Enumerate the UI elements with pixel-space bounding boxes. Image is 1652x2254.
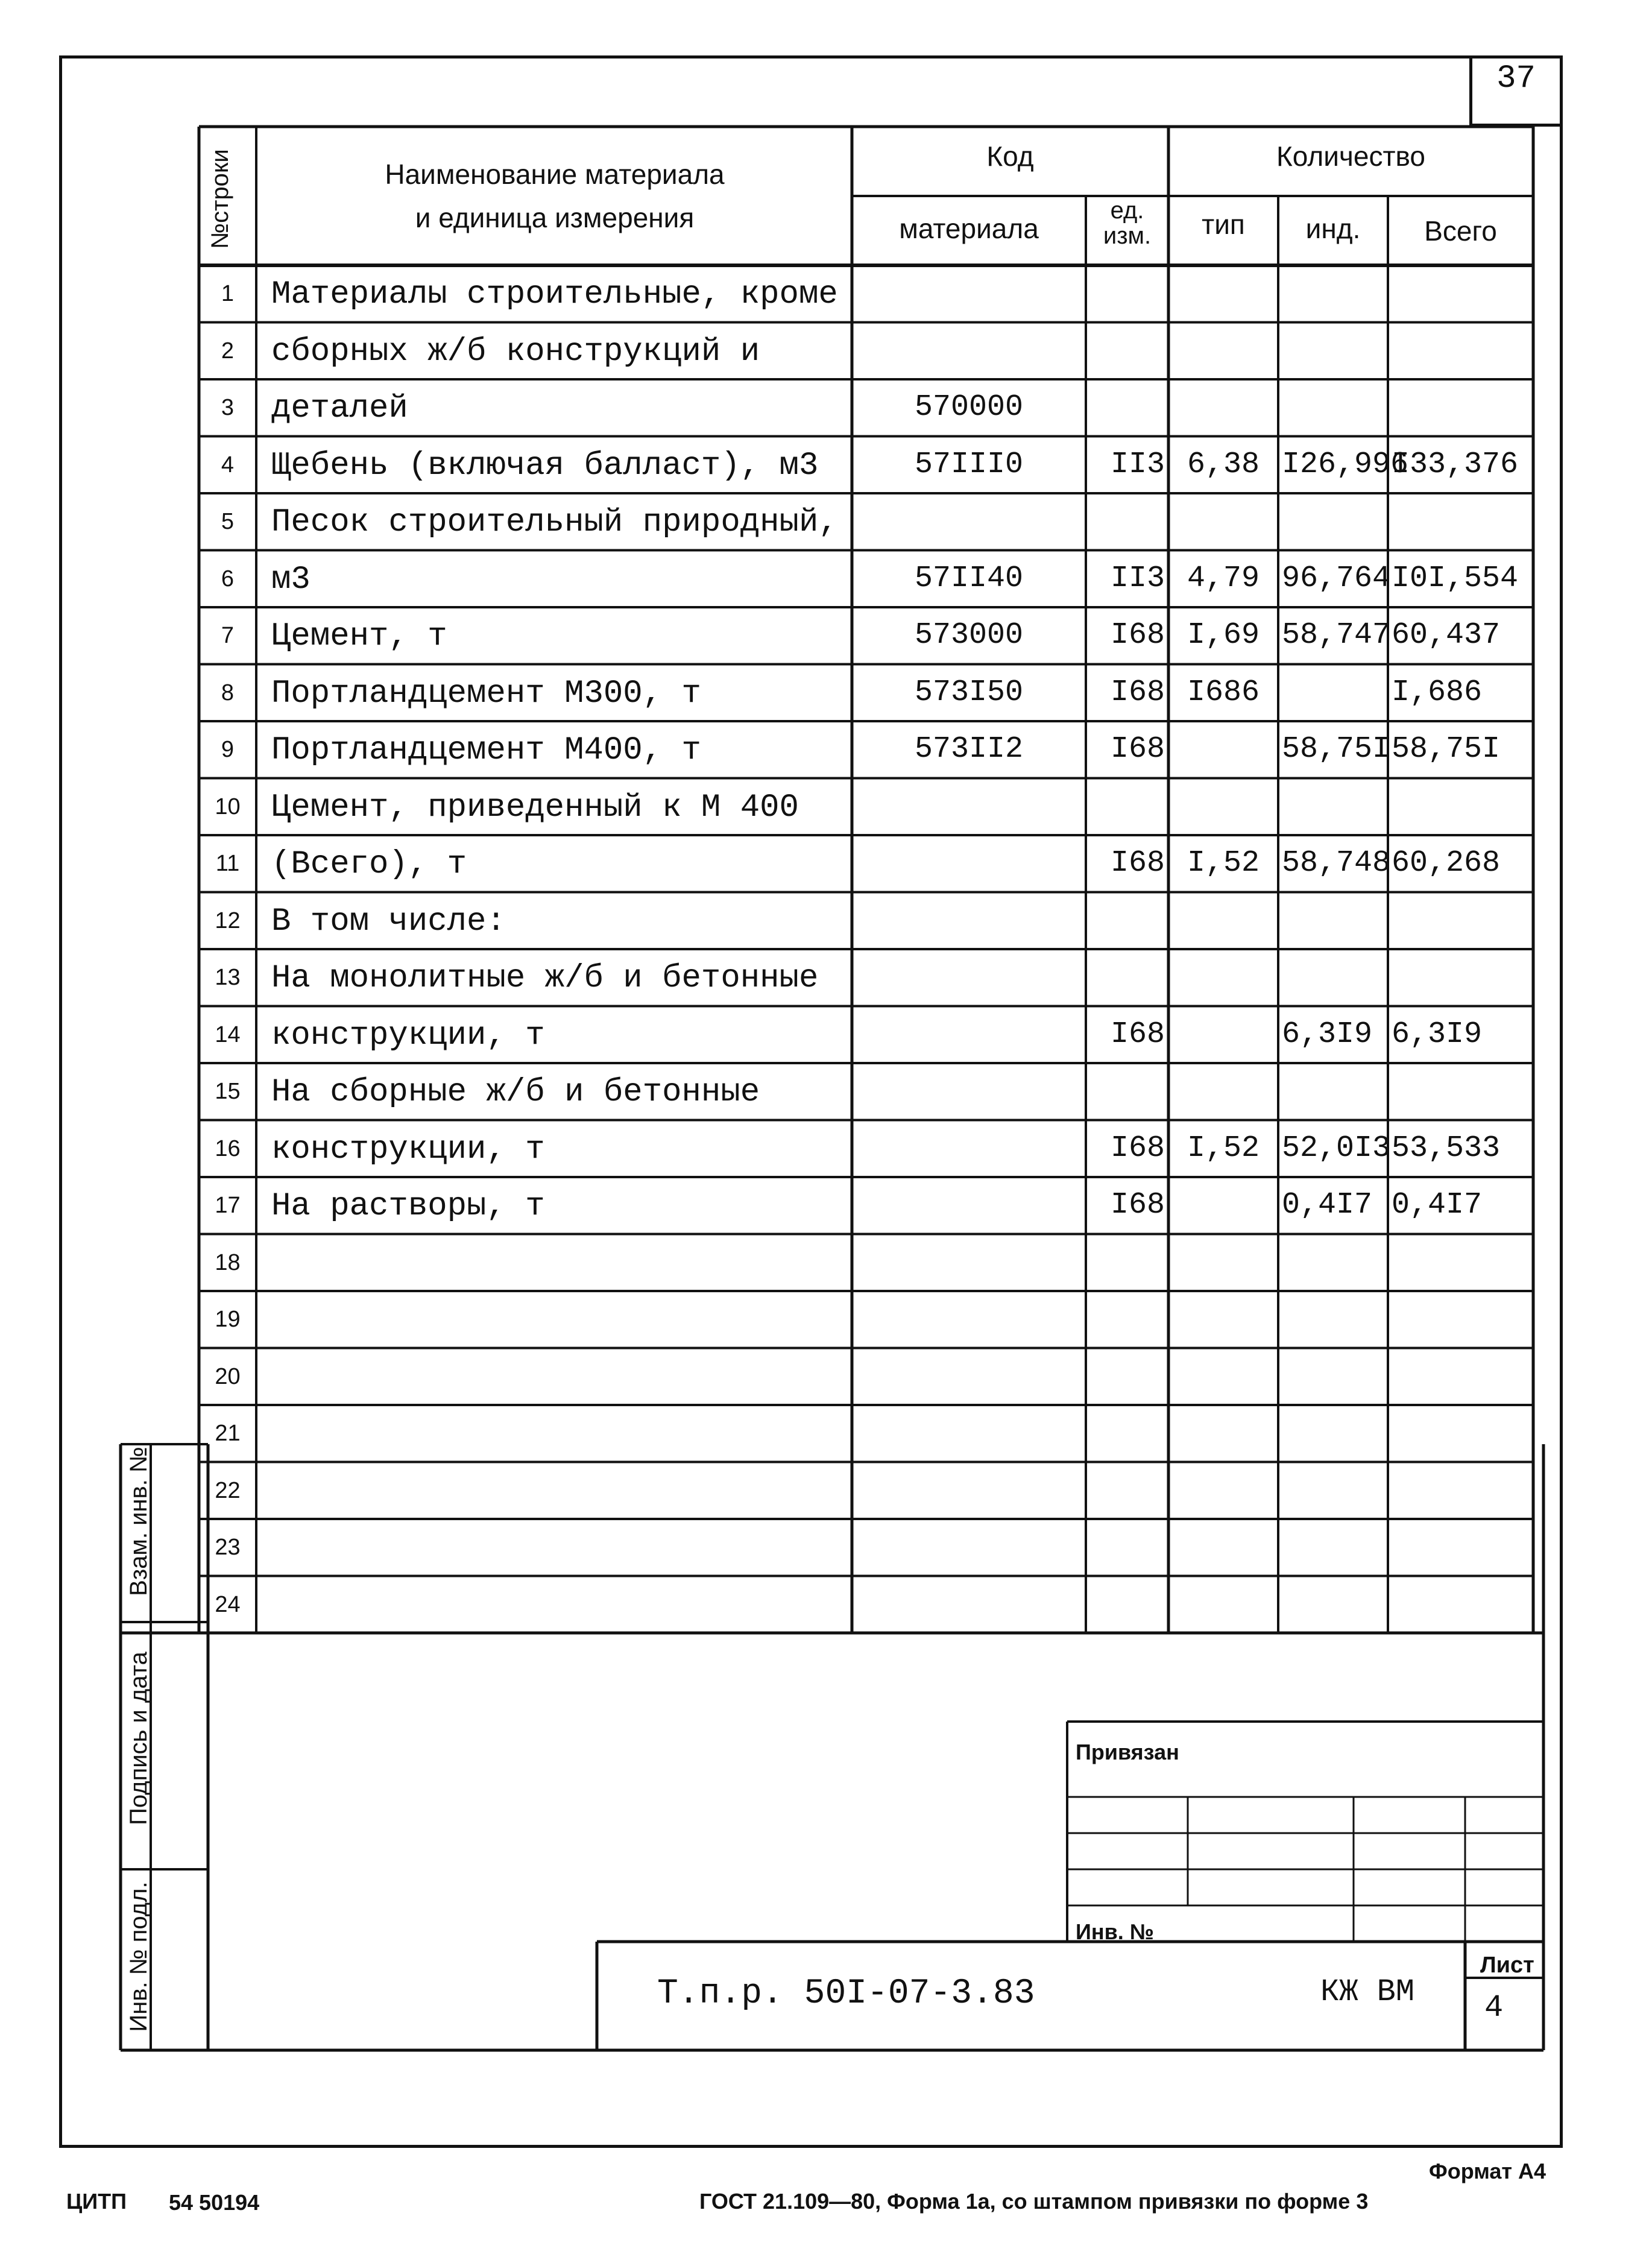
qty-typ: I686 [1187, 675, 1260, 710]
material-code: 573II2 [914, 732, 1024, 766]
header-unit: ед. изм. [1103, 197, 1152, 249]
row-number: 20 [215, 1363, 241, 1389]
qty-typ: I,52 [1187, 846, 1260, 880]
row-number: 4 [221, 452, 235, 478]
qty-typ: I,52 [1187, 1131, 1260, 1166]
row-number: 5 [221, 509, 235, 534]
qty-total: 58,75I [1392, 732, 1501, 766]
stamp-vzam-inv: Взам. инв. № [125, 1447, 152, 1596]
material-name: м3 [271, 561, 311, 598]
header-total: Всего [1424, 215, 1497, 247]
document-mark: КЖ ВМ [1320, 1974, 1415, 2010]
qty-ind: 58,747 [1282, 618, 1391, 652]
row-number: 19 [215, 1307, 241, 1332]
row-number: 17 [215, 1193, 241, 1218]
stamp-inv-podl: Инв. № подл. [125, 1881, 152, 2032]
sheet-label: Лист [1480, 1953, 1534, 1978]
qty-typ: 4,79 [1187, 561, 1260, 596]
header-code: Код [986, 140, 1034, 172]
material-name: конструкции, т [271, 1131, 545, 1168]
stamp-podpis-data: Подпись и дата [125, 1652, 152, 1825]
header-typ: тип [1202, 209, 1245, 240]
material-code: 573I50 [914, 675, 1024, 710]
qty-total: 53,533 [1392, 1131, 1501, 1166]
qty-ind: 6,3I9 [1282, 1017, 1373, 1052]
material-name: сборных ж/б конструкций и [271, 333, 760, 370]
material-name: Цемент, приведенный к М 400 [271, 789, 799, 826]
material-name: Цемент, т [271, 618, 447, 655]
material-name: (Всего), т [271, 846, 467, 883]
footer-gost: ГОСТ 21.109—80, Форма 1а, со штампом привязки по форме 3 [699, 2189, 1369, 2214]
material-name: На монолитные ж/б и бетонные [271, 960, 819, 997]
material-name: Портландцемент М300, т [271, 675, 701, 712]
row-number: 7 [221, 623, 235, 648]
material-name: деталей [271, 390, 408, 427]
qty-typ: I,69 [1187, 618, 1260, 652]
unit-code: I68 [1110, 1017, 1165, 1052]
qty-ind: 96,764 [1282, 561, 1391, 596]
unit-code: I68 [1110, 618, 1165, 652]
qty-total: 60,437 [1392, 618, 1501, 652]
header-name-line1: Наименование материала [385, 159, 725, 190]
qty-ind: I26,996 [1282, 447, 1409, 482]
material-name: Песок строительный природный, [271, 504, 838, 541]
row-number: 14 [215, 1021, 241, 1047]
format-label: Формат А4 [1429, 2159, 1546, 2183]
header-name-line2: и единица измерения [415, 202, 695, 233]
row-number: 6 [221, 566, 235, 592]
document-designation: Т.п.р. 50I-07-3.83 [657, 1974, 1035, 2013]
material-code: 57II40 [914, 561, 1024, 596]
header-ind: инд. [1305, 213, 1361, 244]
row-number: 16 [215, 1135, 241, 1161]
row-number: 24 [215, 1591, 241, 1617]
row-number: 9 [221, 737, 235, 762]
header-material: материала [899, 213, 1039, 244]
row-number: 21 [215, 1421, 241, 1446]
material-name: Щебень (включая балласт), м3 [271, 447, 819, 484]
header-quantity: Количество [1276, 140, 1426, 172]
row-number: 11 [215, 851, 240, 876]
footer-org: ЦИТП [66, 2189, 127, 2214]
material-code: 57III0 [914, 447, 1024, 482]
material-name: Портландцемент М400, т [271, 732, 701, 769]
row-number: 15 [215, 1079, 241, 1104]
row-number: 18 [215, 1249, 241, 1275]
qty-ind: 0,4I7 [1282, 1188, 1373, 1222]
material-code: 570000 [914, 390, 1024, 425]
row-number: 3 [221, 395, 235, 420]
material-name: На сборные ж/б и бетонные [271, 1074, 760, 1111]
material-name: На растворы, т [271, 1188, 545, 1225]
unit-code: I68 [1110, 1188, 1165, 1222]
row-number: 13 [215, 965, 241, 990]
material-name: В том числе: [271, 903, 506, 940]
unit-code: I68 [1110, 732, 1165, 766]
row-number: 1 [221, 281, 235, 306]
material-name: Материалы строительные, кроме [271, 276, 838, 313]
row-number: 23 [215, 1535, 241, 1560]
binding-label: Привязан [1076, 1740, 1179, 1764]
material-code: 573000 [914, 618, 1024, 652]
row-number: 12 [215, 908, 241, 933]
header-row-number: №строки [207, 149, 233, 249]
footer-order: 54 50194 [169, 2190, 260, 2215]
binding-inv-label: Инв. № [1076, 1919, 1154, 1944]
page-number: 37 [1496, 60, 1536, 97]
qty-total: 6,3I9 [1392, 1017, 1483, 1052]
qty-total: I33,376 [1392, 447, 1519, 482]
qty-total: I0I,554 [1392, 561, 1519, 596]
unit-code: I68 [1110, 1131, 1165, 1166]
qty-ind: 52,0I3 [1282, 1131, 1391, 1166]
row-number: 2 [221, 338, 235, 364]
row-number: 10 [215, 794, 241, 819]
unit-code: II3 [1110, 561, 1165, 596]
sheet-number: 4 [1484, 1990, 1504, 2025]
qty-total: I,686 [1392, 675, 1483, 710]
qty-ind: 58,748 [1282, 846, 1391, 880]
unit-code: II3 [1110, 447, 1165, 482]
row-number: 22 [215, 1477, 241, 1503]
qty-typ: 6,38 [1187, 447, 1260, 482]
qty-total: 0,4I7 [1392, 1188, 1483, 1222]
unit-code: I68 [1110, 846, 1165, 880]
material-name: конструкции, т [271, 1017, 545, 1054]
qty-ind: 58,75I [1282, 732, 1391, 766]
row-number: 8 [221, 680, 235, 706]
unit-code: I68 [1110, 675, 1165, 710]
qty-total: 60,268 [1392, 846, 1501, 880]
